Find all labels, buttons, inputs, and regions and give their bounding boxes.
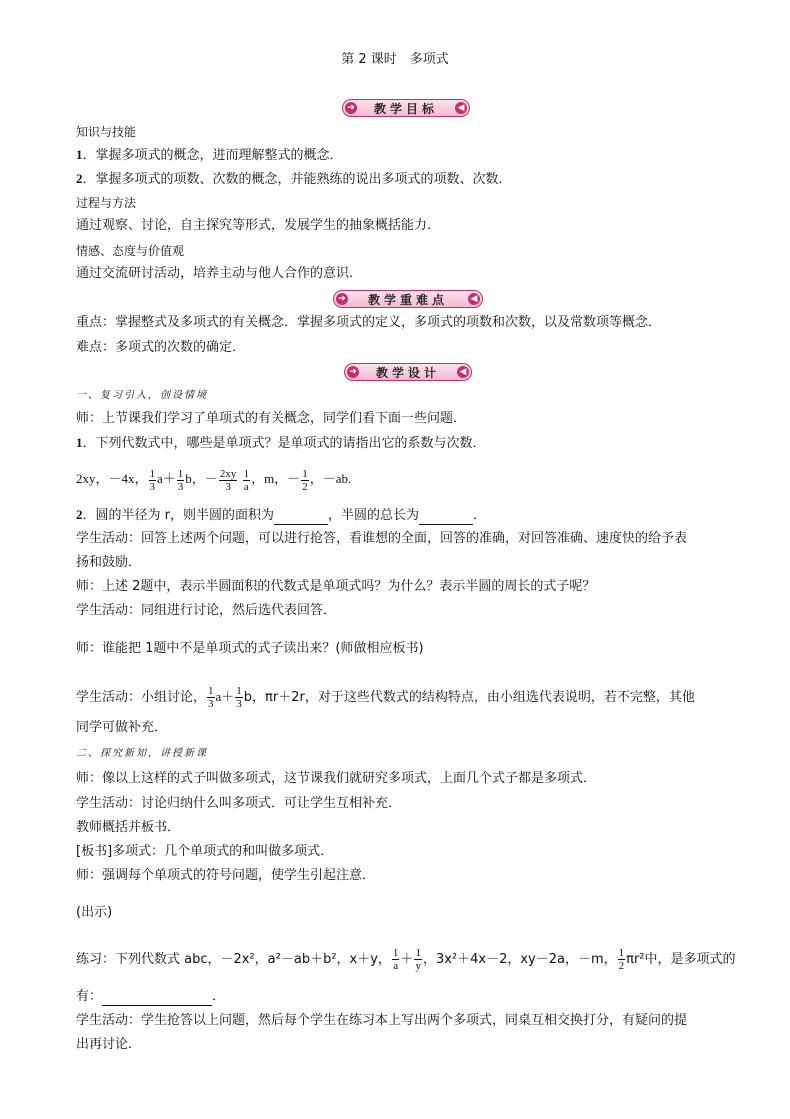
teacher-line-5: 教师概括并板书．	[76, 820, 181, 835]
student-activity-4: 学生活动：讨论归纳什么叫多项式．可让学生互相补充．	[76, 796, 402, 811]
answer-blank-length	[419, 510, 473, 525]
subheading-emotion: 情感、态度与价值观	[76, 244, 185, 258]
answer-blank-polynomials	[102, 991, 212, 1006]
arrow-right-icon: ➜	[347, 366, 359, 378]
difficult-point-text: 难点：多项式的次数的确定．	[76, 340, 246, 355]
student-activity-3-end: 同学可做补充．	[76, 720, 168, 735]
section-heading-1: 一、复习引入，创设情境	[76, 390, 208, 401]
student-activity-5b: 出再讨论．	[76, 1037, 142, 1052]
section-banner-design	[344, 363, 472, 381]
teacher-line-1: 师：上节课我们学习了单项式的有关概念，同学们看下面一些问题．	[76, 411, 467, 426]
exercise-line: 练习：下列代数式 abc，－2x²，a²－ab＋b²，x＋y， $\frac{1}{a}$ ＋ $\frac{1}{y}$ ，3x²＋4x－2，xy－2a，－m， $\frac{1}{2}$ πr²中，是多项式的	[76, 947, 736, 972]
teacher-line-2: 师：上述 2题中，表示半圆面积的代数式是单项式吗？为什么？表示半圆的周长的式子呢？	[76, 579, 596, 594]
goal-process-text: 通过观察、讨论，自主探究等形式，发展学生的抽象概括能力．	[76, 218, 441, 233]
arrow-right-icon: ➜	[345, 102, 357, 114]
arrow-left-icon: ◀	[468, 293, 480, 305]
banner-label: 教学目标	[373, 101, 438, 116]
goal-item-1: 1．掌握多项式的概念，进而理解整式的概念．	[76, 147, 343, 163]
expression-list-1: 2xy，－4x， $\frac{1}{3}$ a＋ $\frac{1}{3}$ b，－ $\frac{2xy}{3}$ $\frac{1}{a}$ ，m，－ $\frac{1}{2}$ ，－ab.	[76, 467, 352, 493]
banner-label: 教学设计	[375, 365, 440, 380]
exercise-answer: 有： ．	[76, 989, 226, 1004]
arrow-right-icon: ➜	[336, 293, 348, 305]
teacher-line-3: 师：谁能把 1题中不是单项式的式子读出来？(师做相应板书)	[76, 641, 424, 656]
board-definition: [板书]多项式：几个单项式的和叫做多项式．	[76, 844, 334, 859]
subheading-process: 过程与方法	[76, 196, 137, 210]
fraction: $\frac{1}{3}$	[236, 685, 242, 710]
banner-label: 教学重难点	[367, 292, 448, 307]
fraction: $\frac{1}{y}$	[415, 947, 421, 972]
key-point-text: 重点：掌握整式及多项式的有关概念．掌握多项式的定义，多项式的项数和次数，以及常数项等概念．	[76, 315, 662, 330]
arrow-left-icon: ◀	[455, 102, 467, 114]
fraction: $\frac{1}{a}$	[243, 467, 250, 493]
teacher-line-7: 师：强调每个单项式的符号问题，使学生引起注意．	[76, 868, 376, 883]
section-banner-goals	[342, 99, 470, 117]
show-note: (出示)	[76, 905, 113, 920]
fraction: $\frac{1}{a}$	[392, 947, 399, 972]
lesson-title: 第 2 课时 多项式	[341, 52, 449, 67]
student-activity-5a: 学生活动：学生抢答以上问题，然后每个学生在练习本上写出两个多项式，同桌互相交换打分，有疑问的提	[76, 1013, 688, 1028]
student-activity-3: 学生活动：小组讨论， $\frac{1}{3}$ a＋ $\frac{1}{3}$ b，πr＋2r，对于这些代数式的结构特点，由小组选代表说明，若不完整，其他	[76, 685, 695, 710]
section-banner-keypoints	[333, 290, 483, 308]
fraction: $\frac{1}{2}$	[618, 947, 625, 972]
arrow-left-icon: ◀	[457, 366, 469, 378]
question-1: 1．下列代数式中，哪些是单项式？是单项式的请指出它的系数与次数．	[76, 435, 486, 451]
section-heading-2: 二、探究新知，讲授新课	[76, 748, 208, 759]
fraction: $\frac{1}{3}$	[208, 685, 214, 710]
student-activity-2: 学生活动：同组进行讨论，然后选代表回答．	[76, 603, 337, 618]
fraction: $\frac{2xy}{3}$	[219, 467, 237, 493]
fraction: $\frac{1}{3}$	[149, 467, 156, 493]
student-activity-1a: 学生活动：回答上述两个问题，可以进行抢答，看谁想的全面，回答的准确，对回答准确、速度快的给予表	[76, 531, 688, 546]
teacher-line-4: 师：像以上这样的式子叫做多项式，这节课我们就研究多项式，上面几个式子都是多项式．	[76, 771, 597, 786]
goal-item-2: 2．掌握多项式的项数、次数的概念，并能熟练的说出多项式的项数、次数．	[76, 171, 512, 187]
answer-blank-area	[274, 510, 328, 525]
student-activity-1b: 扬和鼓励．	[76, 555, 142, 570]
fraction: $\frac{1}{3}$	[177, 467, 184, 493]
fraction: $\frac{1}{2}$	[302, 467, 308, 493]
subheading-knowledge: 知识与技能	[76, 125, 137, 139]
goal-emotion-text: 通过交流研讨活动，培养主动与他人合作的意识．	[76, 266, 363, 281]
question-2: 2．圆的半径为 r，则半圆的面积为 ，半圆的总长为 ．	[76, 507, 487, 523]
